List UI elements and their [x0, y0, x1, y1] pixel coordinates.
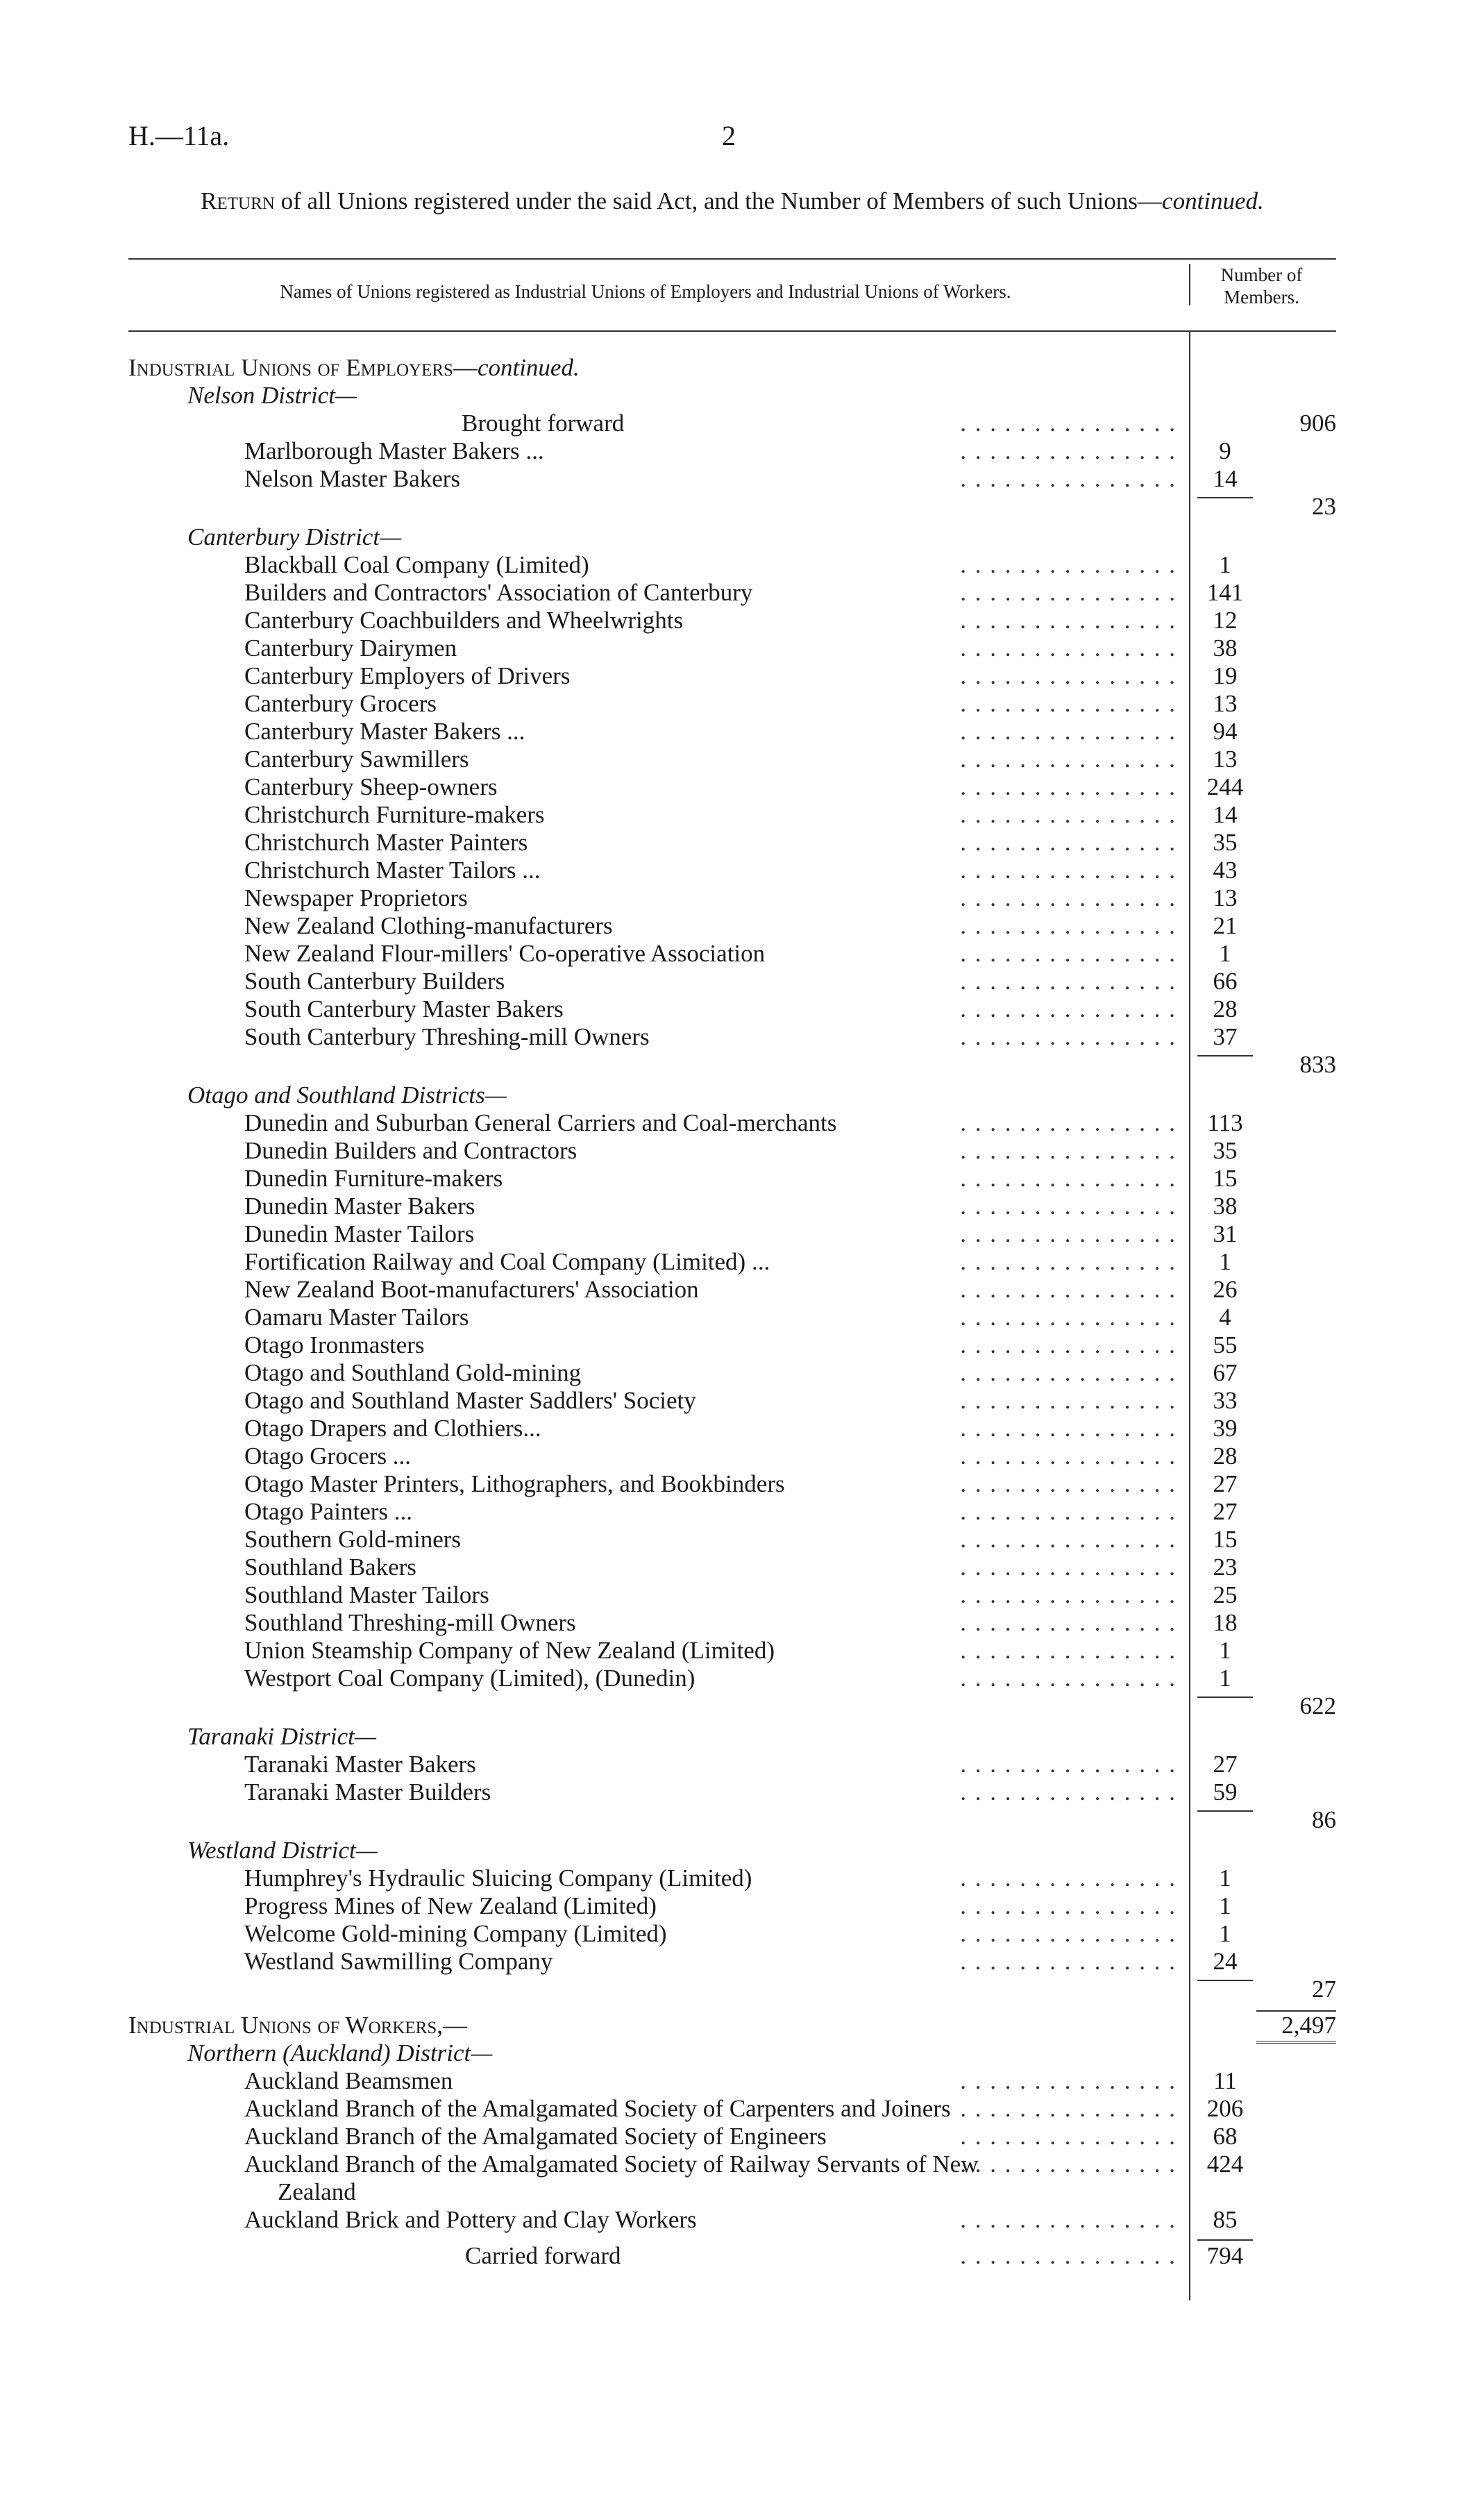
- leader-dots: . . . . . . . . . . . . . . .: [960, 1193, 1177, 1220]
- member-count: 37: [1213, 1023, 1238, 1050]
- table-row: [0, 1665, 1484, 1692]
- member-count: 1: [1219, 551, 1231, 578]
- section-heading: Industrial Unions of Workers,—: [128, 2012, 467, 2039]
- table-row: [0, 1165, 1484, 1193]
- table-row: [0, 1137, 1484, 1165]
- district-heading: Canterbury District—: [187, 523, 402, 550]
- leader-dots: . . . . . . . . . . . . . . .: [960, 2067, 1177, 2094]
- member-count: 27: [1213, 1498, 1238, 1525]
- table-row: [0, 551, 1484, 579]
- district-heading: Nelson District—: [187, 382, 357, 409]
- table-row: [0, 1470, 1484, 1498]
- union-name: Fortification Railway and Coal Company (Limited) ...: [244, 1248, 770, 1275]
- table-row: [0, 912, 1484, 940]
- member-count: 13: [1213, 690, 1238, 717]
- member-count: 43: [1213, 857, 1238, 884]
- table-row: [0, 1498, 1484, 1526]
- union-name: Dunedin and Suburban General Carriers and Coal-merchants: [244, 1109, 837, 1136]
- union-name: Auckland Beamsmen: [244, 2067, 453, 2094]
- brought-forward-total: 906: [1299, 410, 1336, 437]
- union-name: Canterbury Master Bakers ...: [244, 718, 525, 745]
- table-row: [0, 1892, 1484, 1920]
- table-row: [0, 2123, 1484, 2150]
- member-count: 27: [1213, 1470, 1238, 1497]
- union-name-continued: Zealand: [278, 2178, 356, 2205]
- member-count: 141: [1206, 579, 1244, 606]
- table-row: [0, 1331, 1484, 1359]
- union-name: Marlborough Master Bakers ...: [244, 437, 544, 464]
- district-heading: Taranaki District—: [187, 1723, 376, 1750]
- member-count: 12: [1213, 607, 1238, 634]
- carried-forward-rule: [1197, 2239, 1253, 2241]
- table-row: [0, 2150, 1484, 2178]
- leader-dots: . . . . . . . . . . . . . . .: [960, 829, 1177, 856]
- union-name: Westport Coal Company (Limited), (Dunedin): [244, 1665, 695, 1692]
- page-title: [128, 186, 1336, 217]
- union-name: Auckland Branch of the Amalgamated Society of Carpenters and Joiners: [244, 2095, 951, 2122]
- table-row: [0, 2095, 1484, 2123]
- table-row: [0, 1948, 1484, 1976]
- union-name: New Zealand Flour-millers' Co-operative Association: [244, 940, 766, 967]
- member-count: 35: [1213, 1137, 1238, 1164]
- union-name: South Canterbury Master Bakers: [244, 995, 564, 1022]
- leader-dots: . . . . . . . . . . . . . . .: [960, 1920, 1177, 1947]
- leader-dots: . . . . . . . . . . . . . . .: [960, 1470, 1177, 1497]
- leader-dots: . . . . . . . . . . . . . . .: [960, 1165, 1177, 1192]
- leader-dots: . . . . . . . . . . . . . . .: [960, 2150, 1177, 2178]
- union-name: Newspaper Proprietors: [244, 884, 468, 911]
- leader-dots: . . . . . . . . . . . . . . .: [960, 995, 1177, 1022]
- member-count: 39: [1213, 1415, 1238, 1442]
- union-name: Canterbury Sawmillers: [244, 746, 469, 773]
- grand-total-top-rule: [1256, 2010, 1336, 2012]
- leader-dots: . . . . . . . . . . . . . . .: [960, 662, 1177, 689]
- table-row: [0, 662, 1484, 690]
- member-count: 19: [1213, 662, 1238, 689]
- member-count: 55: [1213, 1331, 1238, 1358]
- leader-dots: . . . . . . . . . . . . . . .: [960, 940, 1177, 967]
- union-name: Dunedin Master Tailors: [244, 1220, 475, 1247]
- subtotal-row: [0, 1692, 1484, 1720]
- member-count: 11: [1213, 2067, 1237, 2094]
- table-row: [0, 437, 1484, 465]
- workers-heading-row: [0, 2012, 1484, 2039]
- member-count: 113: [1207, 1109, 1243, 1136]
- table-row: [0, 968, 1484, 995]
- leader-dots: . . . . . . . . . . . . . . .: [960, 1864, 1177, 1892]
- table-row: [0, 801, 1484, 829]
- district-heading: Westland District—: [187, 1837, 378, 1864]
- member-count: 38: [1213, 634, 1238, 662]
- leader-dots: . . . . . . . . . . . . . . .: [960, 1554, 1177, 1581]
- leader-dots: . . . . . . . . . . . . . . .: [960, 1526, 1177, 1553]
- leader-dots: . . . . . . . . . . . . . . .: [960, 1637, 1177, 1664]
- table-row: [0, 1442, 1484, 1470]
- section-row: [0, 354, 1484, 382]
- member-count: 23: [1213, 1554, 1238, 1581]
- district-heading-row: [0, 1723, 1484, 1751]
- leader-dots: . . . . . . . . . . . . . . .: [960, 857, 1177, 884]
- leader-dots: . . . . . . . . . . . . . . .: [960, 1751, 1177, 1778]
- union-name: Christchurch Master Painters: [244, 829, 528, 856]
- union-name: Southland Bakers: [244, 1554, 416, 1581]
- member-count: 15: [1213, 1165, 1238, 1192]
- union-name: Otago and Southland Gold-mining: [244, 1359, 582, 1386]
- union-name: Builders and Contractors' Association of Canterbury: [244, 579, 753, 606]
- union-name: Dunedin Master Bakers: [244, 1193, 475, 1220]
- union-name: Union Steamship Company of New Zealand (Limited): [244, 1637, 775, 1664]
- union-name: South Canterbury Threshing-mill Owners: [244, 1023, 650, 1050]
- table-row: [0, 634, 1484, 662]
- carried-forward-row: [0, 2242, 1484, 2270]
- table-row: [0, 1609, 1484, 1637]
- union-name: Taranaki Master Bakers: [244, 1751, 476, 1778]
- table-row: [0, 1751, 1484, 1778]
- union-name: Otago Painters ...: [244, 1498, 413, 1525]
- leader-dots: . . . . . . . . . . . . . . .: [960, 1892, 1177, 1919]
- district-heading-row: [0, 1081, 1484, 1109]
- member-count: 68: [1213, 2123, 1238, 2150]
- union-name: Southland Threshing-mill Owners: [244, 1609, 576, 1636]
- table-header-rule: [128, 330, 1336, 332]
- union-name: Otago Master Printers, Lithographers, and Bookbinders: [244, 1470, 785, 1497]
- leader-dots: . . . . . . . . . . . . . . .: [960, 2095, 1177, 2122]
- leader-dots: . . . . . . . . . . . . . . .: [960, 912, 1177, 939]
- leader-dots: . . . . . . . . . . . . . . .: [960, 718, 1177, 745]
- subtotal-row: [0, 1051, 1484, 1079]
- table-row: [0, 465, 1484, 493]
- union-name: Otago Grocers ...: [244, 1442, 412, 1470]
- district-heading: Northern (Auckland) District—: [187, 2039, 493, 2066]
- table-row: [0, 1637, 1484, 1665]
- union-name: Otago and Southland Master Saddlers' Society: [244, 1387, 696, 1414]
- member-count: 33: [1213, 1387, 1238, 1414]
- union-name: Canterbury Dairymen: [244, 634, 457, 662]
- leader-dots: . . . . . . . . . . . . . . .: [960, 773, 1177, 800]
- table-top-rule: [128, 258, 1336, 260]
- district-heading-row: [0, 2039, 1484, 2067]
- union-name: Blackball Coal Company (Limited): [244, 551, 589, 578]
- leader-dots: . . . . . . . . . . . . . . .: [960, 2123, 1177, 2150]
- member-count: 21: [1213, 912, 1238, 939]
- table-row: [0, 1526, 1484, 1554]
- member-count: 1: [1219, 1637, 1231, 1664]
- union-name: Otago Drapers and Clothiers...: [244, 1415, 541, 1442]
- district-heading-row: [0, 523, 1484, 551]
- title-rest: of all Unions registered under the said Act, and the Number of Members of such Unions—: [274, 187, 1163, 214]
- table-row: [0, 940, 1484, 968]
- leader-dots: . . . . . . . . . . . . . . .: [960, 2242, 1177, 2269]
- table-row: [0, 1415, 1484, 1442]
- table-row: [0, 1109, 1484, 1137]
- table-row: [0, 718, 1484, 746]
- member-count: 35: [1213, 829, 1238, 856]
- member-count: 15: [1213, 1526, 1238, 1553]
- union-name: Progress Mines of New Zealand (Limited): [244, 1892, 657, 1919]
- table-row: [0, 1920, 1484, 1948]
- table-row: [0, 829, 1484, 857]
- subtotal-row: [0, 1806, 1484, 1834]
- table-row: [0, 884, 1484, 912]
- table-row: [0, 579, 1484, 607]
- table-row: [0, 1554, 1484, 1581]
- member-count: 14: [1213, 801, 1238, 828]
- leader-dots: . . . . . . . . . . . . . . .: [960, 1498, 1177, 1525]
- table-row: [0, 857, 1484, 884]
- member-count: 59: [1213, 1778, 1238, 1805]
- member-count: 28: [1213, 1442, 1238, 1470]
- table-row: [0, 2067, 1484, 2095]
- leader-dots: . . . . . . . . . . . . . . .: [960, 1778, 1177, 1805]
- leader-dots: . . . . . . . . . . . . . . .: [960, 801, 1177, 828]
- district-subtotal: 23: [1312, 493, 1336, 520]
- member-count: 25: [1213, 1581, 1238, 1608]
- table-row: [0, 690, 1484, 718]
- union-name: Welcome Gold-mining Company (Limited): [244, 1920, 667, 1947]
- leader-dots: . . . . . . . . . . . . . . .: [960, 884, 1177, 911]
- section-heading-emph: continued.: [477, 354, 580, 381]
- member-count: 1: [1219, 1248, 1231, 1275]
- carried-forward-total: 794: [1206, 2242, 1244, 2269]
- union-name: Nelson Master Bakers: [244, 465, 461, 492]
- district-heading-row: [0, 382, 1484, 410]
- member-count: 38: [1213, 1193, 1238, 1220]
- subtotal-row: [0, 493, 1484, 521]
- union-name: Christchurch Master Tailors ...: [244, 857, 541, 884]
- member-count: 18: [1213, 1609, 1238, 1636]
- union-name: Dunedin Furniture-makers: [244, 1165, 503, 1192]
- member-count: 1: [1219, 1892, 1231, 1919]
- member-count: 31: [1213, 1220, 1238, 1247]
- leader-dots: . . . . . . . . . . . . . . .: [960, 968, 1177, 995]
- union-name: Canterbury Sheep-owners: [244, 773, 498, 800]
- leader-dots: . . . . . . . . . . . . . . .: [960, 1442, 1177, 1470]
- table-row: [0, 1304, 1484, 1331]
- member-count: 24: [1213, 1948, 1238, 1975]
- table-row: [0, 1581, 1484, 1609]
- leader-dots: . . . . . . . . . . . . . . .: [960, 690, 1177, 717]
- union-name: Southland Master Tailors: [244, 1581, 489, 1608]
- district-subtotal: 622: [1299, 1692, 1336, 1719]
- union-name: Dunedin Builders and Contractors: [244, 1137, 577, 1164]
- carried-forward-label: Carried forward: [465, 2242, 621, 2269]
- union-name: Westland Sawmilling Company: [244, 1948, 553, 1975]
- district-heading: Otago and Southland Districts—: [187, 1081, 507, 1109]
- title-lead: Return: [201, 187, 275, 214]
- table-row: [0, 746, 1484, 773]
- union-name: New Zealand Boot-manufacturers' Association: [244, 1276, 699, 1303]
- brought-forward-row: [0, 410, 1484, 437]
- union-name: Oamaru Master Tailors: [244, 1304, 469, 1331]
- leader-dots: . . . . . . . . . . . . . . .: [960, 1248, 1177, 1275]
- union-name: Auckland Brick and Pottery and Clay Workers: [244, 2206, 697, 2233]
- leader-dots: . . . . . . . . . . . . . . .: [960, 1023, 1177, 1050]
- district-heading-row: [0, 1837, 1484, 1864]
- member-count: 1: [1219, 1920, 1231, 1947]
- header-doc-code: H.—11a.: [128, 120, 230, 151]
- district-subtotal: 86: [1312, 1806, 1336, 1833]
- union-name: Canterbury Coachbuilders and Wheelwrights: [244, 607, 684, 634]
- leader-dots: . . . . . . . . . . . . . . .: [960, 465, 1177, 492]
- leader-dots: . . . . . . . . . . . . . . .: [960, 1581, 1177, 1608]
- member-count: 9: [1219, 437, 1231, 464]
- union-name: Otago Ironmasters: [244, 1331, 425, 1358]
- leader-dots: . . . . . . . . . . . . . . .: [960, 607, 1177, 634]
- leader-dots: . . . . . . . . . . . . . . .: [960, 579, 1177, 606]
- table-row: [0, 1387, 1484, 1415]
- table-row: [0, 607, 1484, 634]
- member-count: 85: [1213, 2206, 1238, 2233]
- union-name: Auckland Branch of the Amalgamated Society of Engineers: [244, 2123, 827, 2150]
- member-count: 14: [1213, 465, 1238, 492]
- table-row: [0, 1276, 1484, 1304]
- union-name: Canterbury Grocers: [244, 690, 437, 717]
- leader-dots: . . . . . . . . . . . . . . .: [960, 634, 1177, 662]
- union-name: Christchurch Furniture-makers: [244, 801, 545, 828]
- leader-dots: . . . . . . . . . . . . . . .: [960, 1276, 1177, 1303]
- leader-dots: . . . . . . . . . . . . . . .: [960, 746, 1177, 773]
- union-name: South Canterbury Builders: [244, 968, 505, 995]
- member-count: 1: [1219, 1864, 1231, 1892]
- grand-total: 2,497: [1281, 2012, 1336, 2039]
- leader-dots: . . . . . . . . . . . . . . .: [960, 1304, 1177, 1331]
- title-emph: continued.: [1162, 187, 1264, 214]
- leader-dots: . . . . . . . . . . . . . . .: [960, 410, 1177, 437]
- member-count: 28: [1213, 995, 1238, 1022]
- column-header-members: Number of Members.: [1220, 264, 1303, 308]
- union-name: Southern Gold-miners: [244, 1526, 462, 1553]
- table-row-continuation: [0, 2178, 1484, 2206]
- table-row: [0, 995, 1484, 1023]
- member-count: 1: [1219, 1665, 1231, 1692]
- subtotal-row: [0, 1976, 1484, 2003]
- leader-dots: . . . . . . . . . . . . . . .: [960, 1665, 1177, 1692]
- member-count: 13: [1213, 746, 1238, 773]
- table-row: [0, 1248, 1484, 1276]
- leader-dots: . . . . . . . . . . . . . . .: [960, 1948, 1177, 1975]
- member-count: 424: [1206, 2150, 1244, 2178]
- table-row: [0, 773, 1484, 801]
- column-divider-header: [1189, 264, 1190, 305]
- union-name: New Zealand Clothing-manufacturers: [244, 912, 613, 939]
- table-row: [0, 1220, 1484, 1248]
- district-subtotal: 27: [1312, 1976, 1336, 2003]
- union-name: Taranaki Master Builders: [244, 1778, 491, 1805]
- member-count: 206: [1206, 2095, 1244, 2122]
- page-number: 2: [722, 120, 736, 151]
- leader-dots: . . . . . . . . . . . . . . .: [960, 1331, 1177, 1358]
- leader-dots: . . . . . . . . . . . . . . .: [960, 1415, 1177, 1442]
- leader-dots: . . . . . . . . . . . . . . .: [960, 437, 1177, 464]
- column-header-names: Names of Unions registered as Industrial Unions of Employers and Industrial Unions of Workers.: [280, 281, 1011, 302]
- table-row: [0, 1193, 1484, 1220]
- member-count: 13: [1213, 884, 1238, 911]
- union-name: Auckland Branch of the Amalgamated Society of Railway Servants of New: [244, 2150, 979, 2178]
- leader-dots: . . . . . . . . . . . . . . .: [960, 1137, 1177, 1164]
- leader-dots: . . . . . . . . . . . . . . .: [960, 2206, 1177, 2233]
- table-row: [0, 1864, 1484, 1892]
- member-count: 244: [1206, 773, 1244, 800]
- member-count: 94: [1213, 718, 1238, 745]
- district-subtotal: 833: [1299, 1051, 1336, 1078]
- member-count: 66: [1213, 968, 1238, 995]
- table-row: [0, 2206, 1484, 2234]
- member-count: 26: [1213, 1276, 1238, 1303]
- union-name: Canterbury Employers of Drivers: [244, 662, 571, 689]
- leader-dots: . . . . . . . . . . . . . . .: [960, 1387, 1177, 1414]
- table-row: [0, 1023, 1484, 1051]
- leader-dots: . . . . . . . . . . . . . . .: [960, 1359, 1177, 1386]
- member-count: 67: [1213, 1359, 1238, 1386]
- union-name: Humphrey's Hydraulic Sluicing Company (Limited): [244, 1864, 752, 1892]
- leader-dots: . . . . . . . . . . . . . . .: [960, 1609, 1177, 1636]
- section-heading: Industrial Unions of Employers—continued.: [128, 354, 580, 381]
- leader-dots: . . . . . . . . . . . . . . .: [960, 551, 1177, 578]
- member-count: 1: [1219, 940, 1231, 967]
- brought-forward-label: Brought forward: [462, 410, 625, 437]
- member-count: 27: [1213, 1751, 1238, 1778]
- member-count: 4: [1219, 1304, 1231, 1331]
- leader-dots: . . . . . . . . . . . . . . .: [960, 1109, 1177, 1136]
- table-row: [0, 1778, 1484, 1806]
- table-row: [0, 1359, 1484, 1387]
- leader-dots: . . . . . . . . . . . . . . .: [960, 1220, 1177, 1247]
